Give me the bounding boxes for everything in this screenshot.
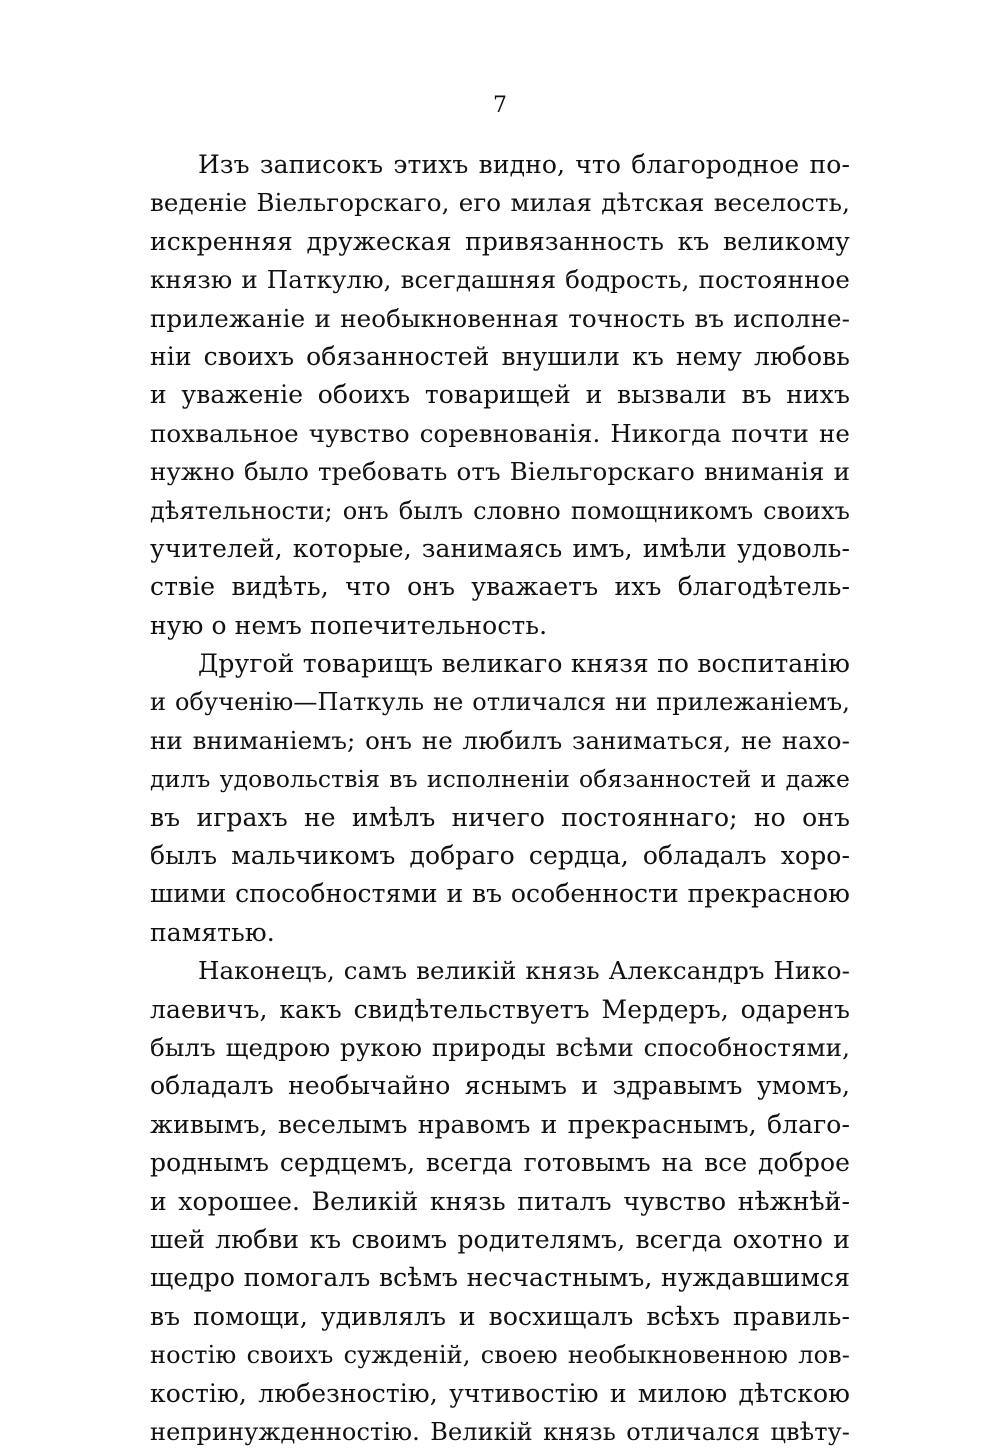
body-text xyxy=(150,146,850,1451)
text-line: ствіе видѣть, что онъ уважаетъ ихъ благодѣтель- xyxy=(150,572,850,602)
text-line: Изъ записокъ этихъ видно, что благородное по- xyxy=(198,150,850,179)
text-line: живымъ, веселымъ нравомъ и прекраснымъ, благо- xyxy=(150,1109,850,1139)
text-line: ни вниманіемъ; онъ не любилъ заниматься, не нахо- xyxy=(150,725,850,755)
page-number: 7 xyxy=(493,93,507,118)
text-line: лаевичъ, какъ свидѣтельствуетъ Мердеръ, одаренъ xyxy=(150,994,850,1024)
text-line: дилъ удовольствія въ исполненіи обязанностей и даже xyxy=(150,765,850,794)
text-line: обладалъ необычайно яснымъ и здравымъ умомъ, xyxy=(150,1071,850,1101)
paragraph-3 xyxy=(150,952,850,1451)
text-line: и обученію—Паткуль не отличался ни прилежаніемъ, xyxy=(150,688,850,717)
text-line: въ помощи, удивлялъ и восхищалъ всѣхъ правиль- xyxy=(150,1301,850,1331)
paragraph-2 xyxy=(150,645,850,952)
text-line: ную о немъ попечительность. xyxy=(150,610,548,640)
text-line: ностію своихъ сужденій, своею необыкновенною лов- xyxy=(150,1341,850,1370)
text-line: дѣятельности; онъ былъ словно помощникомъ своихъ xyxy=(150,496,850,525)
text-line: памятью. xyxy=(150,917,275,947)
text-line: искренняя дружеская привязанность къ великому xyxy=(150,226,850,256)
text-line: непринужденностію. Великій князь отличался цвѣту- xyxy=(150,1417,850,1446)
text-line: шей любви къ своимъ родителямъ, всегда охотно и xyxy=(150,1224,850,1254)
text-line: Другой товарищъ великаго князя по воспитанію xyxy=(198,649,850,679)
text-line: похвальное чувство соревнованія. Никогда почти не xyxy=(150,418,850,448)
text-line: прилежаніе и необыкновенная точность въ исполне- xyxy=(150,303,850,333)
text-line: нужно было требовать отъ Віельгорскаго вниманія и xyxy=(150,457,850,487)
paragraph-1 xyxy=(150,146,850,645)
text-line: въ играхъ не имѣлъ ничего постояннаго; но онъ xyxy=(150,802,850,832)
text-line: щедро помогалъ всѣмъ несчастнымъ, нуждавшимся xyxy=(150,1263,850,1293)
text-line: учителей, которые, занимаясь имъ, имѣли удоволь- xyxy=(150,533,850,563)
text-line: былъ мальчикомъ добраго сердца, обладалъ хоро- xyxy=(150,841,850,871)
text-line: ніи своихъ обязанностей внушили къ нему любовь xyxy=(150,341,850,371)
text-line: былъ щедрою рукою природы всѣми способностями, xyxy=(150,1032,850,1062)
text-line: шими способностями и въ особенности прекрасною xyxy=(150,879,850,909)
text-line: князю и Паткулю, всегдашняя бодрость, постоянное xyxy=(150,265,850,295)
text-line: Наконецъ, самъ великій князь Александръ Нико- xyxy=(198,956,850,986)
text-line: веденіе Віельгорскаго, его милая дѣтская веселость, xyxy=(150,188,850,218)
text-line: и хорошее. Великій князь питалъ чувство нѣжнѣй- xyxy=(150,1186,850,1216)
text-line: и уваженіе обоихъ товарищей и вызвали въ нихъ xyxy=(150,380,850,410)
text-line: костію, любезностію, учтивостію и милою дѣтскою xyxy=(150,1378,850,1408)
text-line: роднымъ сердцемъ, всегда готовымъ на все доброе xyxy=(150,1148,850,1178)
